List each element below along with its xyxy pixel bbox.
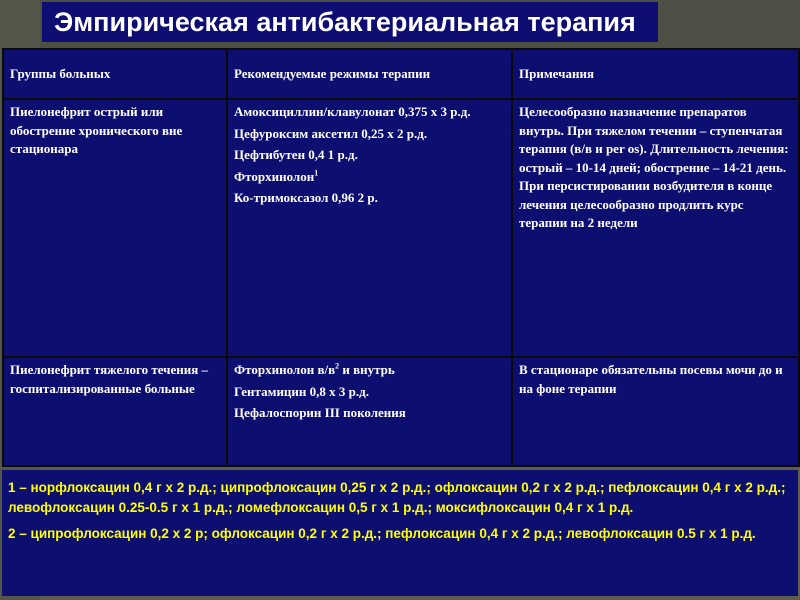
regimen-item [234,168,505,187]
cell-group-outpatient: Пиелонефрит острый или обострение хронического вне стационара [3,99,227,357]
regimen-item-text: Фторхинолон [234,168,315,184]
regimen-item [234,361,505,380]
cell-regimen-outpatient [227,99,512,357]
table-row-outpatient [3,99,799,357]
table-row-inpatient [3,357,799,466]
regimen-item: Цефтибутен 0,4 1 р.д. [234,147,358,162]
header-recommended-regimens: Рекомендуемые режимы терапии [227,49,512,99]
footnote-marker: 1 [314,168,319,178]
cell-group-inpatient: Пиелонефрит тяжелого течения – госпитализированные больные [3,357,227,466]
therapy-table [2,48,800,467]
cell-note-outpatient: Целесообразно назначение препаратов внутрь. При тяжелом течении – ступенчатая терапия (в/в и per os). Длительность лечения: острый – 10-14 дней; обострение – 14-21 день. При персистировании возбудителя в конце лечения целесообразно продлить курс терапии на 2 недели [512,99,799,357]
header-patient-groups: Группы больных [3,49,227,99]
footnotes-box [2,470,798,596]
regimen-item: Цефуроксим аксетил 0,25 х 2 р.д. [234,125,428,141]
footnote-1: 1 – норфлоксацин 0,4 г х 2 р.д.; ципрофлоксацин 0,25 г х 2 р.д.; офлоксацин 0,2 г х 2 р.д.; пефлоксацин 0,4 г х 2 р.д.; левофлоксацин 0.25-0.5 г х 1 р.д.; ломефлоксацин 0,5 г х 1 р.д.; моксифлоксацин 0,4 г х 1 р.д. [8,480,786,515]
regimen-item: Ко-тримоксазол 0,96 2 р. [234,190,378,205]
header-notes: Примечания [512,49,799,99]
table-header-row [3,49,799,99]
footnote-marker: 2 [335,361,340,371]
cell-regimen-inpatient [227,357,512,466]
regimen-item: Цефалоспорин III поколения [234,405,406,420]
cell-note-inpatient: В стационаре обязательны посевы мочи до и на фоне терапии [512,357,799,466]
regimen-item-text: и внутрь [339,362,395,377]
regimen-item: Гентамицин 0,8 х 3 р.д. [234,383,369,399]
footnote-2: 2 – ципрофлоксацин 0,2 х 2 р; офлоксацин 0,2 г х 2 р.д.; пефлоксацин 0,4 г х 2 р.д.; левофлоксацин 0.5 г х 1 р.д. [8,526,756,541]
page-title: Эмпирическая антибактериальная терапия [42,2,658,42]
regimen-item-text: Фторхинолон в/в [234,362,336,377]
regimen-item: Амоксициллин/клавулонат 0,375 х 3 р.д. [234,104,471,119]
